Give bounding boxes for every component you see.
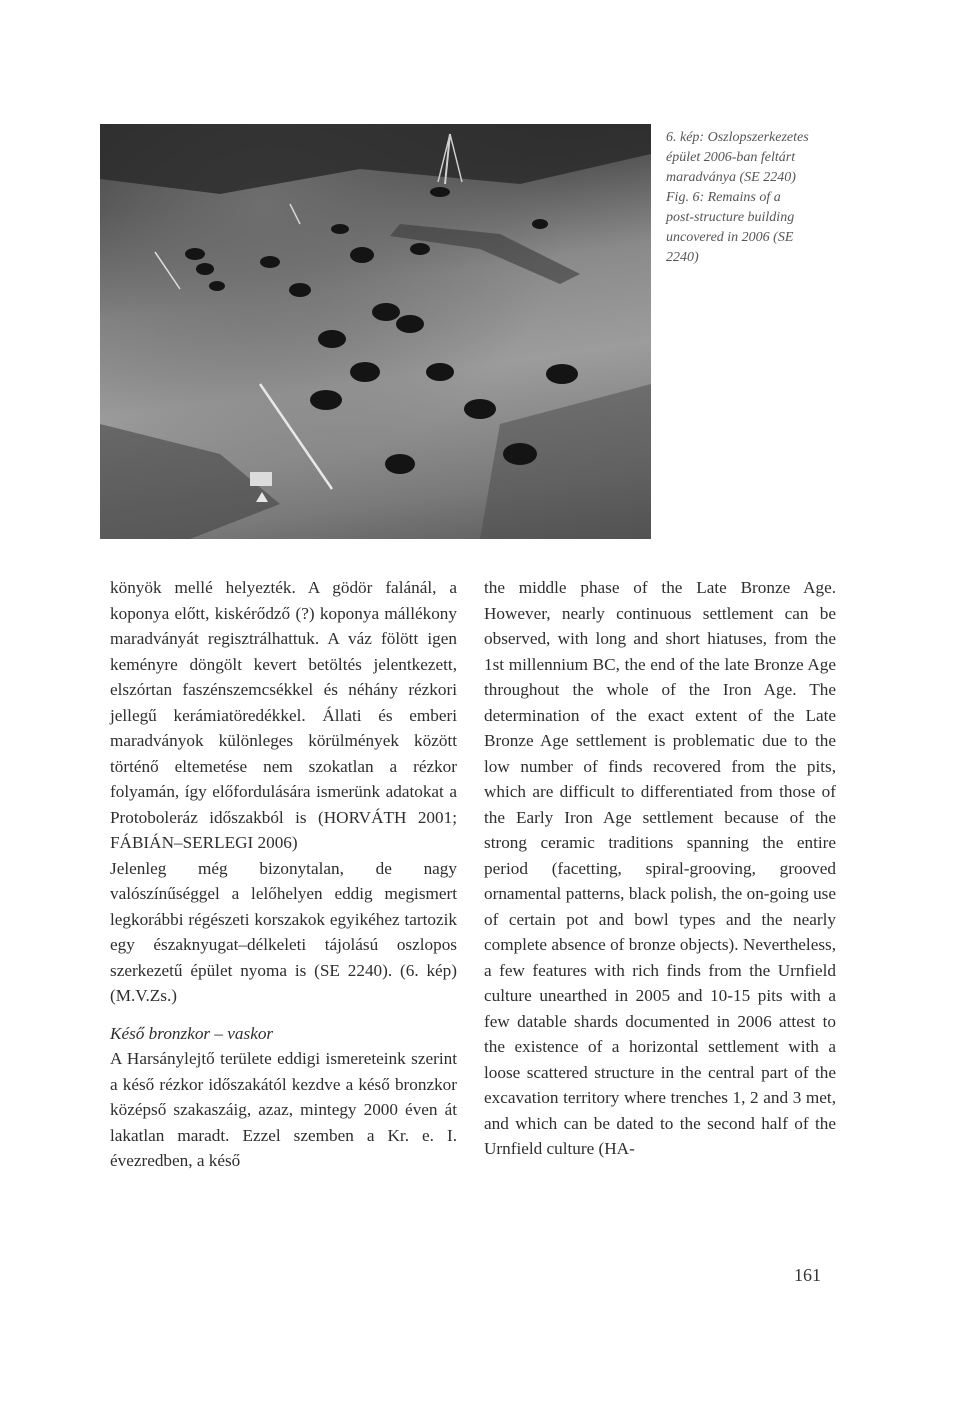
left-column-hungarian [110, 575, 457, 1174]
caption-en-line: 2240) [666, 250, 699, 265]
caption-en-line: Fig. 6: Remains of a [666, 190, 781, 205]
caption-en-line: post-structure building [666, 210, 795, 225]
excavation-photo-drawing [100, 124, 651, 539]
right-column-english [484, 575, 836, 1162]
paragraph: könyök mellé helyezték. A gödör falánál, a koponya előtt, kiskérődző (?) koponya mállékony maradványát regisztrálhattuk. A váz fölött igen keményre döngölt kevert betöltés jelentkezett, elszórtan faszénszemcsékkel és néhány rézkori jellegű kerámiatöredékkel. Állati és emberi maradványok különleges körülmények között történő eltemetése nem szokatlan a rézkor folyamán, így előfordulására ismerünk adatokat a Protoboleráz időszakból is (HORVÁTH 2001; FÁBIÁN–SERLEGI 2006) [110, 578, 457, 852]
excavation-photo [100, 124, 651, 539]
paragraph: A Harsánylejtő területe eddigi ismereteink szerint a késő rézkor időszakától kezdve a késő bronzkor középső szakaszáig, azaz, mintegy 2000 éven át lakatlan maradt. Ezzel szemben a Kr. e. I. évezredben, a késő [110, 1049, 457, 1170]
section-heading: Késő bronzkor – vaskor [110, 1023, 274, 1043]
paragraph: the middle phase of the Late Bronze Age. However, nearly continuous settlement can be observed, with long and short hiatuses, from the 1st millennium BC, the end of the late Bronze Age throughout the whole of the Iron Age. The determination of the exact extent of the Late Bronze Age settlement is problematic due to the low number of finds recovered from the pits, which are difficult to differentiated from those of the Early Iron Age settlement because of the strong ceramic traditions spanning the entire period (facetting, spiral-grooving, grooved ornamental patterns, black polish, the on-going use of certain pot and bowl types and the nearly complete absence of bronze objects). Nevertheless, a few features with rich finds from the Urnfield culture unearthed in 2005 and 10-15 pits with a few datable shards documented in 2006 attest to the existence of a horizontal settlement with a loose scattered structure in the central part of the excavation territory where trenches 1, 2 and 3 met, and which can be dated to the second half of the Urnfield culture (HA- [484, 578, 836, 1158]
paragraph: Jelenleg még bizonytalan, de nagy valószínűséggel a lelőhelyen eddig megismert legkorábbi régészeti korszakok egyikéhez tartozik egy északnyugat–délkeleti tájolású oszlopos szerkezetű épület nyoma is (SE 2240). (6. kép) (M.V.Zs.) [110, 858, 457, 1005]
page-number: 161 [794, 1265, 821, 1285]
caption-hu-line: épület 2006-ban feltárt [666, 150, 796, 165]
caption-hu-line: maradványa (SE 2240) [666, 170, 796, 185]
figure-caption [666, 128, 846, 268]
caption-hu-line: 6. kép: Oszlopszerkezetes [666, 130, 809, 145]
caption-en-line: uncovered in 2006 (SE [666, 230, 794, 245]
